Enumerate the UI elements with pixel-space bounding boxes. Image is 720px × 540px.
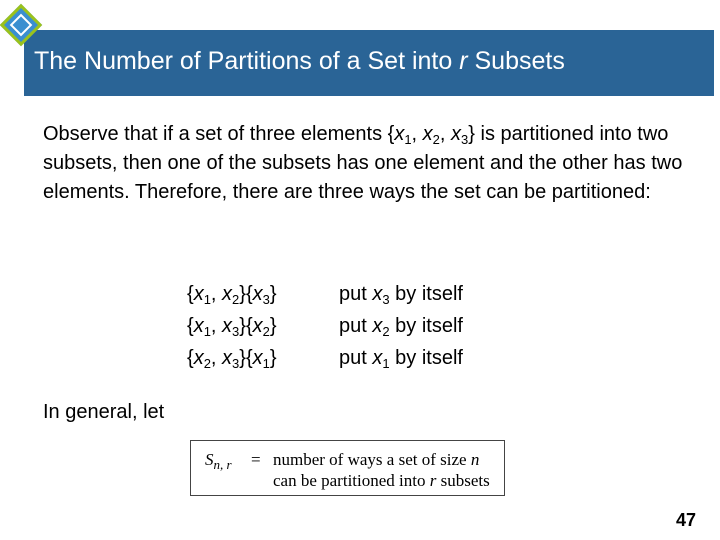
partition-set: {$x_1$, $x_2\}\{x_3\}$ (187, 283, 277, 307)
partition-note: put $x_1$ by itself (339, 347, 463, 371)
page-number: 47 (675, 510, 696, 530)
intro-paragraph: Observe that if a set of three elements {$x_1$, $x_2$, $x_3$} is partitioned into two subsets, then one of the subsets has one element and the other has two elements. Therefore, there are three ways the set can be partitioned: (43, 123, 683, 203)
partition-set: {$x_2$, $x_3\}\{x_1\}$ (187, 347, 277, 371)
partition-note: put $x_3$ by itself (339, 283, 463, 307)
definition-equals: = (251, 450, 261, 469)
title-text-part2: Subsets (467, 47, 565, 75)
slide-title (34, 47, 565, 76)
definition-symbol: $S_{n, r}$ (205, 450, 232, 472)
partition-note: put $x_2$ by itself (339, 315, 463, 339)
general-text: In general, let (43, 401, 165, 423)
title-text-part1: The Number of Partitions of a Set into (34, 47, 460, 75)
intro-text-pre: Observe that if a set of three elements { (43, 123, 395, 145)
partition-set: {$x_1$, $x_3\}\{x_2\}$ (187, 315, 277, 339)
definition-line-2: can be partitioned into r subsets (273, 471, 490, 490)
title-variable-r: r (459, 47, 468, 75)
title-bar (24, 30, 714, 96)
definition-box (190, 440, 505, 496)
intro-text-post: } is partitioned into two subsets, then one of the subsets has one element and the other has two elements. Therefore, there are three ways the set can be partitioned: (43, 123, 683, 203)
definition-line-1: number of ways a set of size n (273, 450, 480, 469)
